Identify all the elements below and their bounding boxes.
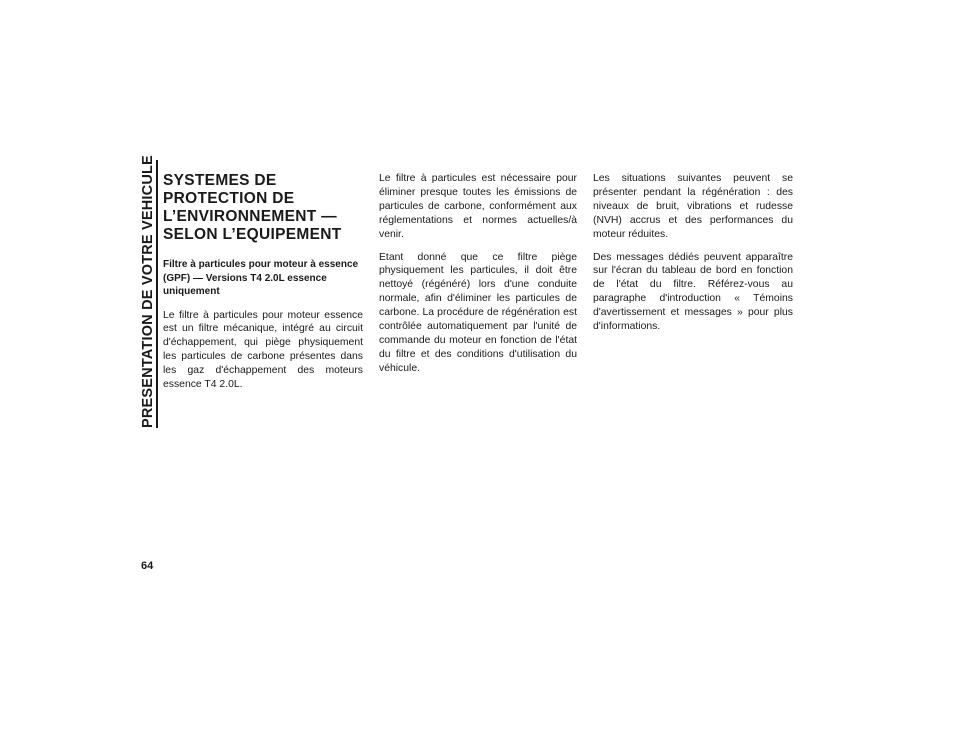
paragraph-dashboard-messages: Des messages dédiés peuvent apparaître sur l'écran du tableau de bord en fonction de l'état du filtre. Référez-vous au paragraphe d'introduction « Témoins d'avertissement et messages » pour plus d'informations. (593, 251, 793, 333)
section-side-tab (140, 155, 158, 428)
subsection-heading: Filtre à particules pour moteur à essence (GPF) — Versions T4 2.0L essence uniquement (163, 259, 359, 297)
section-side-label: PRESENTATION DE VOTRE VEHICULE (140, 155, 156, 428)
column-3 (593, 172, 793, 343)
paragraph-regeneration-effects: Les situations suivantes peuvent se présenter pendant la régénération : des niveaux de bruit, vibrations et rudesse (NVH) accrus et des performances du moteur réduites. (593, 173, 793, 240)
page-number: 64 (141, 560, 154, 572)
paragraph-gpf-definition: Le filtre à particules pour moteur essence est un filtre mécanique, intégré au circuit d'échappement, qui piège physiquement les particules de carbone présentes dans les gaz d'échappement des moteurs essence T4 2.0L. (163, 309, 363, 391)
paragraph-gpf-purpose: Le filtre à particules est nécessaire pour éliminer presque toutes les émissions de particules de carbone, conformément aux réglementations et normes actuelles/à venir. (379, 173, 577, 240)
paragraph-regeneration: Etant donné que ce filtre piège physiquement les particules, il doit être nettoyé (régénéré) lors d'une conduite normale, afin d'éliminer les particules de carbone. La procédure de régénération est contrôlée automatiquement par l'unité de commande du moteur en fonction de l'état du filtre et des conditions d'utilisation du véhicule. (379, 251, 577, 374)
column-1 (163, 172, 363, 401)
section-title: SYSTEMES DE PROTECTION DE L’ENVIRONNEMENT — SELON L’EQUIPEMENT (163, 172, 342, 243)
column-2 (379, 172, 577, 385)
